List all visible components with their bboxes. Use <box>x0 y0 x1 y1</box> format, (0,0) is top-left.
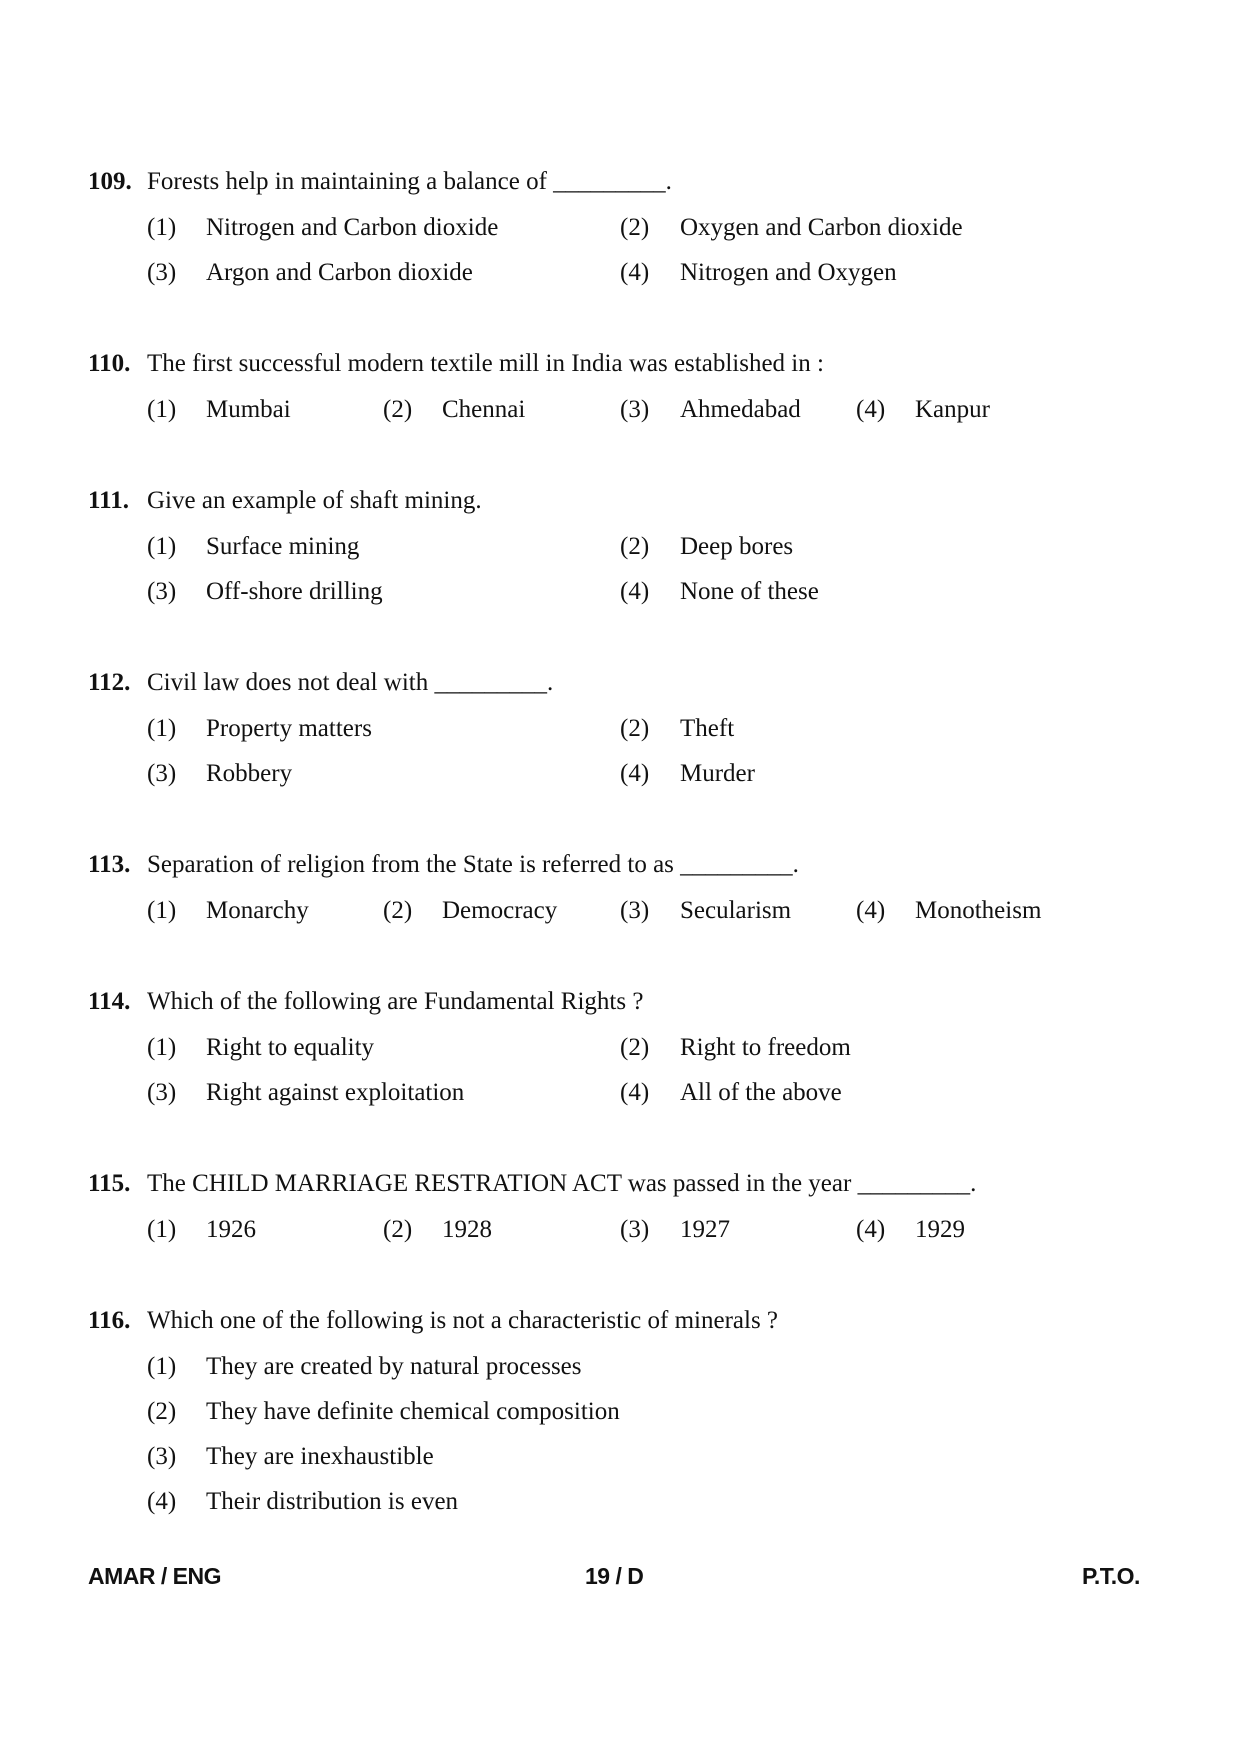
option-number: (2) <box>620 1034 650 1061</box>
option-number: (3) <box>147 1443 177 1470</box>
question-number: 110. <box>88 350 131 377</box>
option-number: (1) <box>147 396 177 423</box>
question-text: Give an example of shaft mining. <box>147 487 482 514</box>
option-number: (4) <box>620 1079 650 1106</box>
option-number: (4) <box>620 578 650 605</box>
option-number: (3) <box>620 897 650 924</box>
option-text: Ahmedabad <box>680 396 801 423</box>
option-text: Robbery <box>206 760 293 787</box>
option-number: (2) <box>383 897 413 924</box>
footer-pto: P.T.O. <box>1082 1563 1140 1589</box>
option-text: 1929 <box>915 1216 965 1243</box>
option-text: 1926 <box>206 1216 256 1243</box>
option-number: (1) <box>147 1034 177 1061</box>
option-text: Nitrogen and Carbon dioxide <box>206 214 499 241</box>
option-text: Kanpur <box>915 396 990 423</box>
question-number: 116. <box>88 1307 131 1334</box>
question-text: Civil law does not deal with _________. <box>147 669 554 696</box>
question-text: Forests help in maintaining a balance of _________. <box>147 168 672 195</box>
question-text: The CHILD MARRIAGE RESTRATION ACT was passed in the year _________. <box>147 1170 977 1197</box>
option-number: (3) <box>147 760 177 787</box>
option-number: (3) <box>620 396 650 423</box>
option-text: Theft <box>680 715 735 742</box>
option-number: (2) <box>383 1216 413 1243</box>
option-number: (3) <box>147 578 177 605</box>
option-text: Democracy <box>442 897 558 924</box>
question-number: 114. <box>88 988 131 1015</box>
question-number: 112. <box>88 669 131 696</box>
option-number: (1) <box>147 715 177 742</box>
option-text: Argon and Carbon dioxide <box>206 259 473 286</box>
question-text: Which one of the following is not a characteristic of minerals ? <box>147 1307 779 1334</box>
option-text: Their distribution is even <box>206 1488 459 1515</box>
option-number: (3) <box>620 1216 650 1243</box>
footer-paper-code: AMAR / ENG <box>88 1563 221 1589</box>
option-text: Right against exploitation <box>206 1079 465 1106</box>
option-number: (2) <box>620 214 650 241</box>
option-number: (4) <box>856 897 886 924</box>
option-text: Deep bores <box>680 533 794 560</box>
question-number: 111. <box>88 487 129 514</box>
option-number: (3) <box>147 259 177 286</box>
option-text: Murder <box>680 760 755 787</box>
option-text: Nitrogen and Oxygen <box>680 259 897 286</box>
option-text: They have definite chemical composition <box>206 1398 620 1425</box>
question-number: 115. <box>88 1170 131 1197</box>
option-number: (1) <box>147 1353 177 1380</box>
option-text: Monotheism <box>915 897 1042 924</box>
option-number: (4) <box>620 259 650 286</box>
option-number: (1) <box>147 897 177 924</box>
question-number: 113. <box>88 851 131 878</box>
option-number: (4) <box>147 1488 177 1515</box>
option-text: Oxygen and Carbon dioxide <box>680 214 963 241</box>
option-text: 1927 <box>680 1216 730 1243</box>
option-number: (2) <box>383 396 413 423</box>
option-number: (2) <box>620 533 650 560</box>
option-number: (1) <box>147 214 177 241</box>
question-text: The first successful modern textile mill in India was established in : <box>147 350 824 377</box>
option-number: (1) <box>147 1216 177 1243</box>
option-number: (4) <box>856 1216 886 1243</box>
option-text: Monarchy <box>206 897 309 924</box>
option-text: Surface mining <box>206 533 360 560</box>
option-number: (4) <box>620 760 650 787</box>
option-text: All of the above <box>680 1079 842 1106</box>
option-text: Off-shore drilling <box>206 578 383 605</box>
option-number: (2) <box>620 715 650 742</box>
option-number: (4) <box>856 396 886 423</box>
option-number: (3) <box>147 1079 177 1106</box>
option-text: Secularism <box>680 897 792 924</box>
option-number: (2) <box>147 1398 177 1425</box>
footer-page-number: 19 / D <box>585 1563 644 1589</box>
option-text: They are created by natural processes <box>206 1353 582 1380</box>
option-text: Property matters <box>206 715 372 742</box>
option-text: 1928 <box>442 1216 492 1243</box>
option-text: Right to equality <box>206 1034 375 1061</box>
option-text: Mumbai <box>206 396 291 423</box>
option-text: Right to freedom <box>680 1034 851 1061</box>
option-text: None of these <box>680 578 819 605</box>
question-text: Separation of religion from the State is referred to as _________. <box>147 851 799 878</box>
option-number: (1) <box>147 533 177 560</box>
option-text: Chennai <box>442 396 526 423</box>
question-text: Which of the following are Fundamental Rights ? <box>147 988 644 1015</box>
option-text: They are inexhaustible <box>206 1443 434 1470</box>
question-number: 109. <box>88 168 132 195</box>
